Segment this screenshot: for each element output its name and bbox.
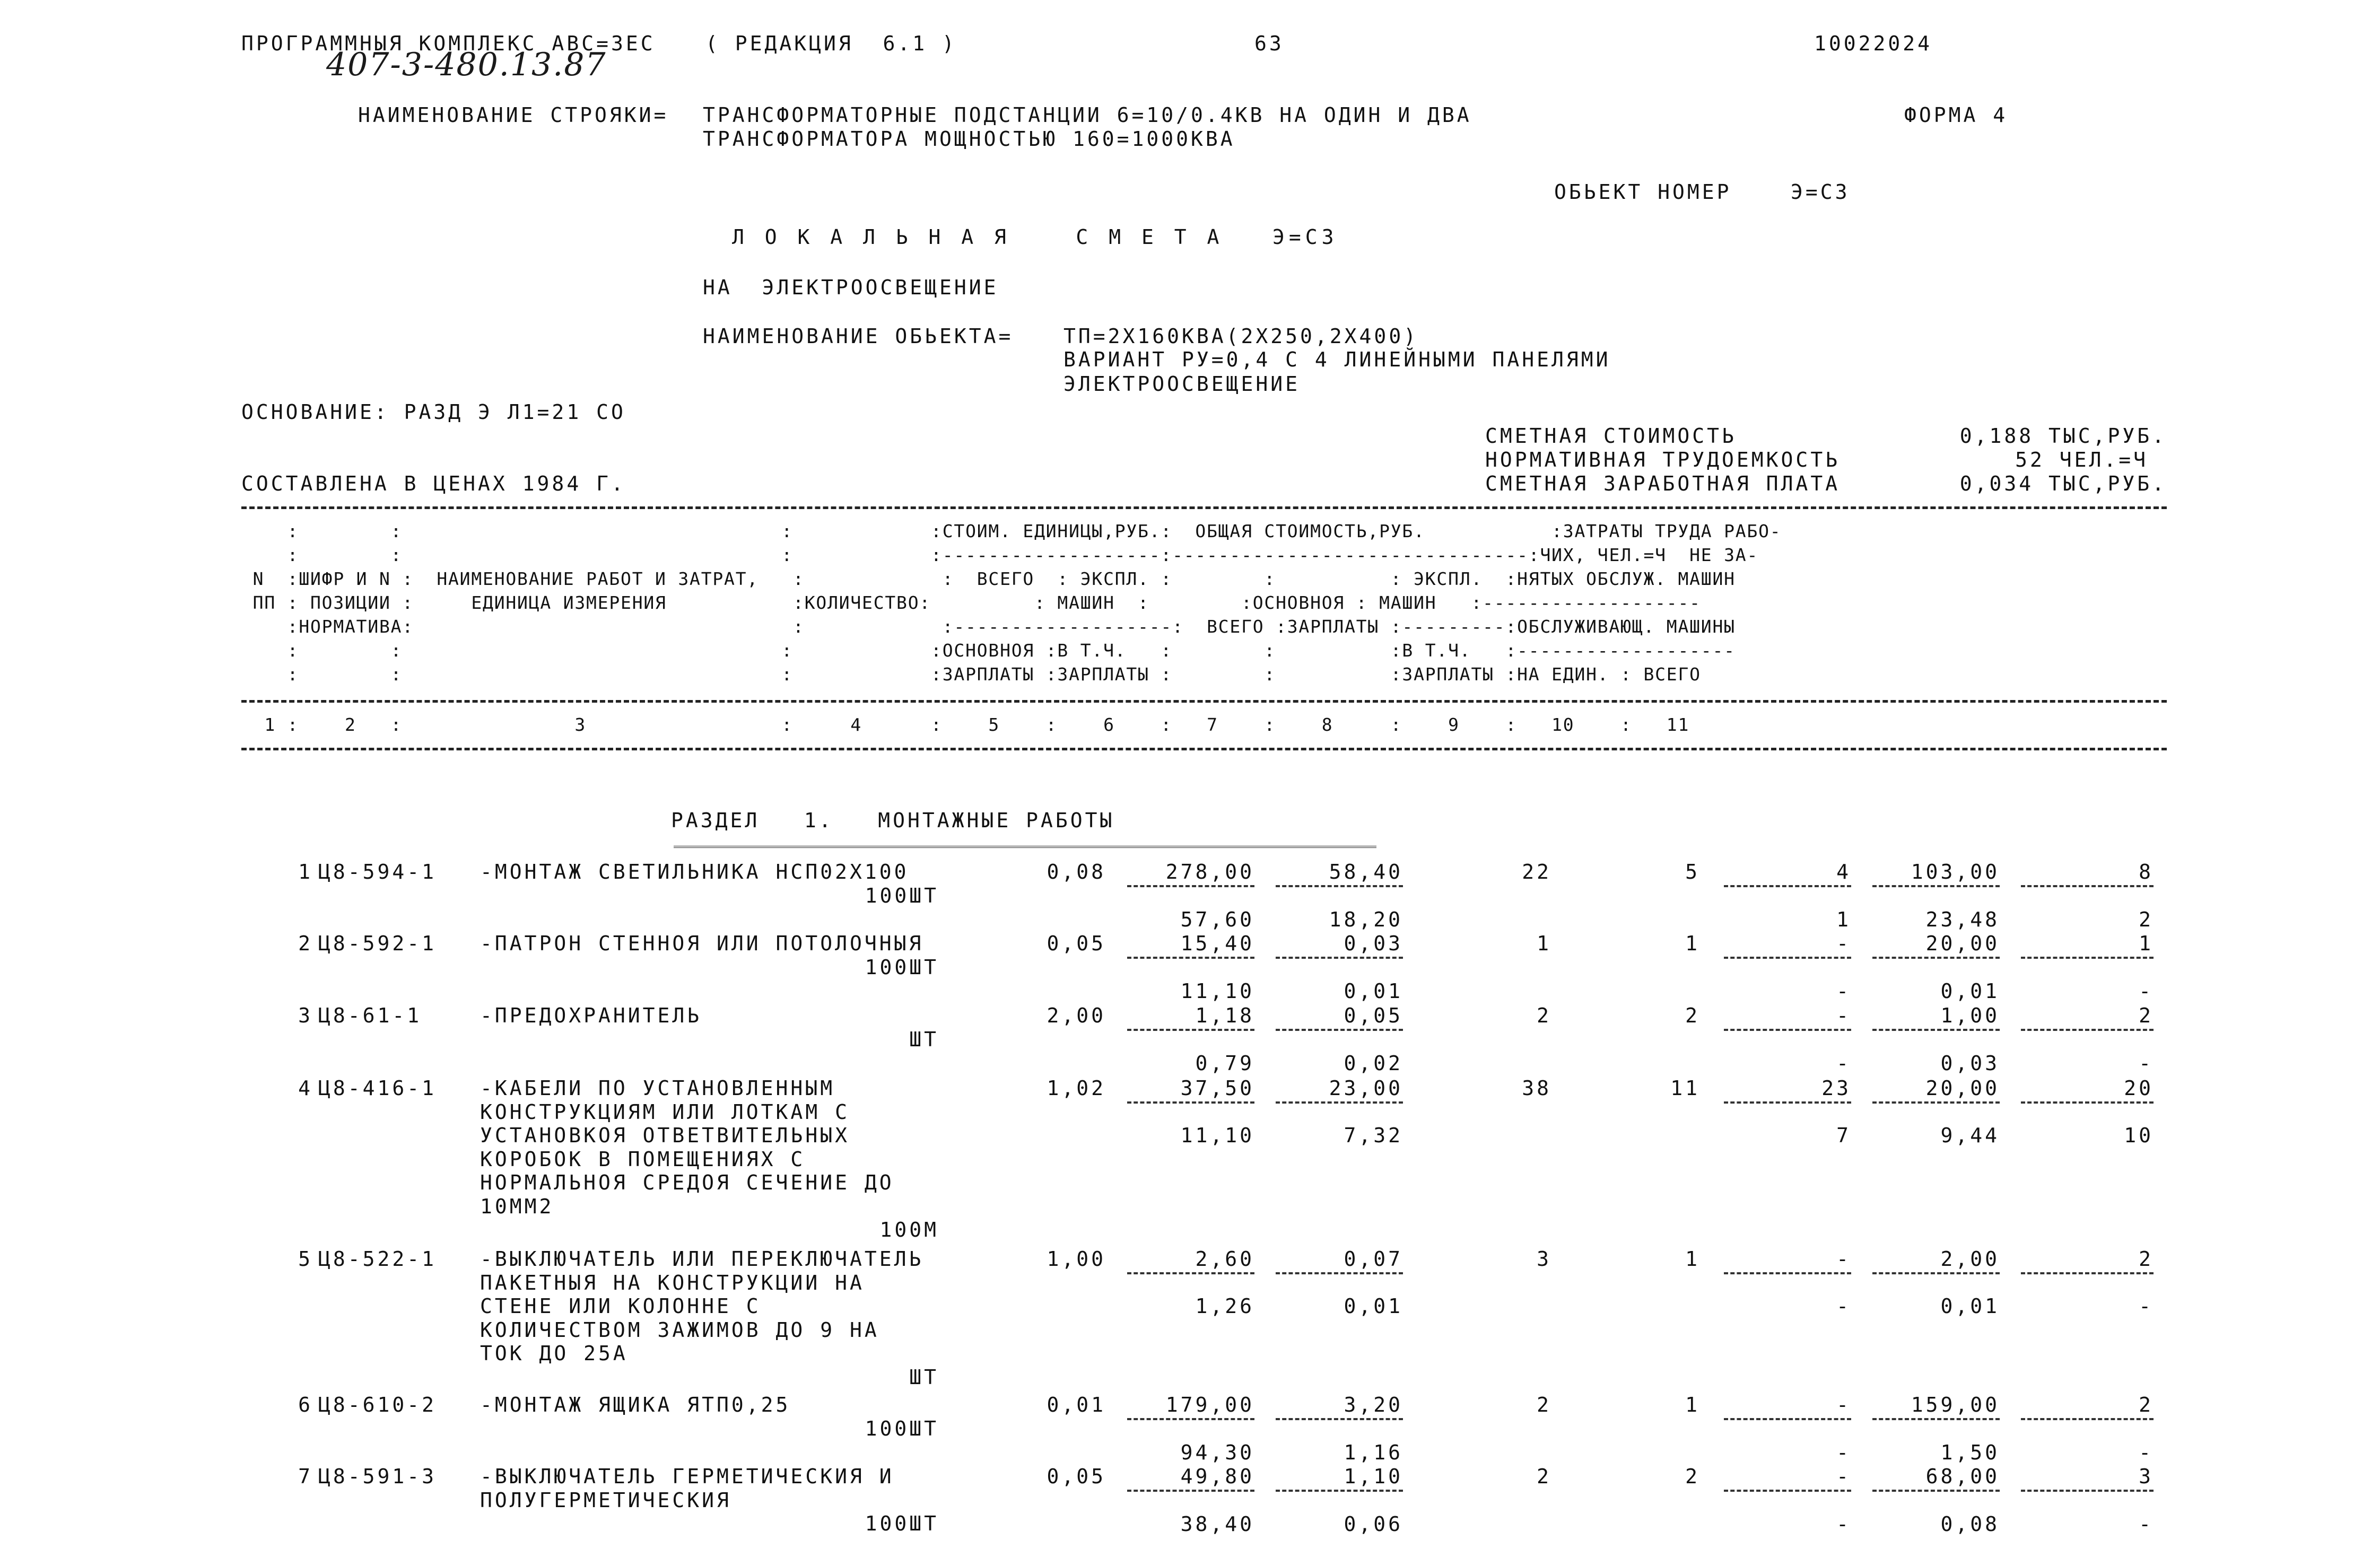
row-name-line: -КАБЕЛИ ПО УСТАНОВЛЕННЫМ — [480, 1077, 835, 1100]
row-unit: ШТ — [909, 1027, 939, 1051]
table-header-rule — [241, 700, 2167, 703]
basis-line: ОСНОВАНИЕ: РАЗД Э Л1=21 СО — [241, 400, 626, 424]
row-unit: 100М — [879, 1218, 939, 1241]
column-numbers: 1 : 2 : 3 : 4 : 5 : 6 : 7 : 8 : 9 : 10 : 11 — [241, 714, 1690, 735]
row-value-qty: 0,08 — [1047, 860, 1106, 883]
row-code: Ц8-522-1 — [318, 1247, 437, 1271]
row-divider — [2021, 957, 2154, 959]
row-value-c7: 3 — [1537, 1247, 1551, 1271]
row-subvalue-b10: 9,44 — [1940, 1124, 2000, 1147]
table-header-line: :НОРМАТИВА: : :-------------------: ВСЕГО :ЗАРПЛАТЫ :---------:ОБСЛУЖИВАЮЩ. МАШИНЫ — [241, 616, 1736, 637]
row-number: 1 — [298, 860, 313, 883]
document-code: 10022024 — [1814, 32, 1933, 55]
row-divider — [1724, 1490, 1851, 1492]
row-number: 7 — [298, 1465, 313, 1488]
row-name-line: -МОНТАЖ ЯЩИКА ЯТП0,25 — [480, 1393, 791, 1416]
row-value-c7: 1 — [1537, 932, 1551, 955]
row-name-line: ТОК ДО 25А — [480, 1342, 628, 1365]
row-name-line: СТЕНЕ ИЛИ КОЛОННЕ С — [480, 1294, 761, 1318]
row-value-c6: 0,05 — [1344, 1004, 1403, 1027]
row-value-c9: 23 — [1821, 1077, 1851, 1100]
estimate-title: Л О К А Л Ь Н А Я С М Е Т А Э=С3 — [732, 225, 1338, 249]
section-underline — [674, 846, 1376, 848]
table-header-line: N :ШИФР И N : НАИМЕНОВАНИЕ РАБОТ И ЗАТРАТ, : : ВСЕГО : ЭКСПЛ. : : : ЭКСПЛ. :НЯТЫХ ОБСЛУЖ. МАШИН — [241, 568, 1736, 589]
row-subvalue-b11: - — [2139, 1052, 2154, 1075]
row-value-qty: 0,05 — [1047, 1465, 1106, 1488]
row-divider — [1724, 1029, 1851, 1031]
row-divider — [2021, 1029, 2154, 1031]
row-subvalue-b6: 1,16 — [1344, 1441, 1403, 1464]
row-divider — [1276, 885, 1403, 887]
section-title: РАЗДЕЛ 1. МОНТАЖНЫЕ РАБОТЫ — [671, 809, 1115, 832]
row-value-c10: 159,00 — [1911, 1393, 2000, 1416]
table-header-line: : : : :СТОИМ. ЕДИНИЦЫ,РУБ.: ОБЩАЯ СТОИМОСТЬ,РУБ. :ЗАТРАТЫ ТРУДА РАБО- — [241, 521, 1782, 541]
row-subvalue-b9: 7 — [1836, 1124, 1851, 1147]
row-subvalue-b5: 11,10 — [1180, 979, 1254, 1003]
row-number: 4 — [298, 1077, 313, 1100]
row-divider — [1127, 1490, 1254, 1492]
row-subvalue-b9: 1 — [1836, 908, 1851, 931]
row-subvalue-b5: 0,79 — [1195, 1052, 1254, 1075]
row-name-line: -МОНТАЖ СВЕТИЛЬНИКА НСП02Х100 — [480, 860, 909, 883]
row-subvalue-b11: - — [2139, 1512, 2154, 1536]
table-header-line: : : : :ЗАРПЛАТЫ :ЗАРПЛАТЫ : : :ЗАРПЛАТЫ :НА ЕДИН. : ВСЕГО — [241, 664, 1701, 685]
row-number: 5 — [298, 1247, 313, 1271]
row-divider — [1276, 957, 1403, 959]
row-subvalue-b6: 0,01 — [1344, 1294, 1403, 1318]
row-divider — [1872, 1490, 2000, 1492]
row-value-c9: 4 — [1836, 860, 1851, 883]
row-divider — [2021, 1101, 2154, 1104]
row-divider — [1276, 1490, 1403, 1492]
row-divider — [1276, 1272, 1403, 1274]
row-divider — [2021, 1490, 2154, 1492]
row-unit: 100ШТ — [865, 1512, 939, 1535]
row-value-qty: 2,00 — [1047, 1004, 1106, 1027]
row-value-c5: 2,60 — [1195, 1247, 1254, 1271]
row-divider — [1872, 1418, 2000, 1420]
row-divider — [1872, 1272, 2000, 1274]
table-header-line: : : : :ОСНОВНОЯ :В Т.Ч. : : :В Т.Ч. :------------------- — [241, 640, 1736, 661]
row-unit: 100ШТ — [865, 1416, 939, 1440]
object-name-line3: ЭЛЕКТРООСВЕЩЕНИЕ — [1063, 372, 1301, 396]
row-value-c11: 2 — [2139, 1247, 2154, 1271]
table-top-rule — [241, 506, 2167, 509]
row-subvalue-b9: - — [1836, 1052, 1851, 1075]
row-value-c10: 68,00 — [1925, 1465, 2000, 1488]
program-name: ПРОГРАММНЫЯ КОМПЛЕКС АВС=ЗЕС — [241, 32, 656, 55]
row-value-c9: - — [1836, 1393, 1851, 1416]
row-value-c6: 0,03 — [1344, 932, 1403, 955]
row-value-c5: 179,00 — [1165, 1393, 1254, 1416]
column-numbers-rule — [241, 748, 2167, 750]
row-number: 6 — [298, 1393, 313, 1416]
prices-year-line: СОСТАВЛЕНА В ЦЕНАХ 1984 Г. — [241, 472, 626, 495]
row-number: 3 — [298, 1004, 313, 1027]
row-subvalue-b10: 0,08 — [1940, 1512, 2000, 1536]
row-subvalue-b9: - — [1836, 1512, 1851, 1536]
row-name-line: ПОЛУГЕРМЕТИЧЕСКИЯ — [480, 1488, 731, 1512]
row-subvalue-b11: - — [2139, 1441, 2154, 1464]
row-value-c7: 2 — [1537, 1393, 1551, 1416]
row-subvalue-b5: 1,26 — [1195, 1294, 1254, 1318]
row-value-qty: 0,05 — [1047, 932, 1106, 955]
row-divider — [1872, 1029, 2000, 1031]
row-divider — [1724, 1418, 1851, 1420]
row-divider — [1872, 885, 2000, 887]
construction-name-line1: ТРАНСФОРМАТОРНЫЕ ПОДСТАНЦИИ 6=10/0.4КВ НА ОДИН И ДВА — [703, 103, 1472, 127]
row-value-c9: - — [1836, 1004, 1851, 1027]
row-subvalue-b11: - — [2139, 979, 2154, 1003]
row-name-line: КОЛИЧЕСТВОМ ЗАЖИМОВ ДО 9 НА — [480, 1318, 879, 1342]
row-value-c11: 8 — [2139, 860, 2154, 883]
row-value-c8: 11 — [1670, 1077, 1700, 1100]
object-name-line1: ТП=2Х160КВА(2Х250,2Х400) — [1063, 325, 1419, 348]
summary-value-cost: 0,188 ТЫС,РУБ. — [1959, 424, 2167, 448]
row-value-c10: 1,00 — [1940, 1004, 2000, 1027]
row-value-c11: 2 — [2139, 1004, 2154, 1027]
row-divider — [1127, 957, 1254, 959]
row-unit: 100ШТ — [865, 883, 939, 907]
table-header-line: ПП : ПОЗИЦИИ : ЕДИНИЦА ИЗМЕРЕНИЯ :КОЛИЧЕСТВО: : МАШИН : :ОСНОВНОЯ : МАШИН :------------------- — [241, 592, 1701, 613]
row-name-line: КОРОБОК В ПОМЕЩЕНИЯХ С — [480, 1147, 806, 1171]
row-divider — [2021, 1272, 2154, 1274]
row-value-c9: - — [1836, 932, 1851, 955]
row-value-c5: 278,00 — [1165, 860, 1254, 883]
page-number: 63 — [1254, 32, 1284, 55]
row-value-c10: 2,00 — [1940, 1247, 2000, 1271]
row-subvalue-b10: 1,50 — [1940, 1441, 2000, 1464]
row-subvalue-b6: 18,20 — [1329, 908, 1403, 931]
row-divider — [1127, 1418, 1254, 1420]
row-value-c9: - — [1836, 1465, 1851, 1488]
row-divider — [1276, 1101, 1403, 1104]
row-subvalue-b10: 0,03 — [1940, 1052, 2000, 1075]
row-value-c8: 2 — [1685, 1465, 1700, 1488]
row-subvalue-b10: 0,01 — [1940, 979, 2000, 1003]
row-subvalue-b6: 0,06 — [1344, 1512, 1403, 1536]
row-value-c10: 103,00 — [1911, 860, 2000, 883]
row-value-c5: 49,80 — [1180, 1465, 1254, 1488]
row-divider — [1127, 885, 1254, 887]
row-value-c5: 37,50 — [1180, 1077, 1254, 1100]
row-subvalue-b11: 2 — [2139, 908, 2154, 931]
summary-value-labor: 52 ЧЕЛ.=Ч — [2015, 448, 2148, 471]
row-divider — [1127, 1029, 1254, 1031]
row-value-qty: 1,02 — [1047, 1077, 1106, 1100]
row-subvalue-b6: 7,32 — [1344, 1124, 1403, 1147]
row-divider — [1127, 1101, 1254, 1104]
row-divider — [1127, 1272, 1254, 1274]
row-code: Ц8-416-1 — [318, 1077, 437, 1100]
row-value-c7: 38 — [1522, 1077, 1551, 1100]
summary-label-labor: НОРМАТИВНАЯ ТРУДОЕМКОСТЬ — [1485, 448, 1841, 471]
summary-value-wages: 0,034 ТЫС,РУБ. — [1959, 472, 2167, 495]
row-divider — [1724, 1101, 1851, 1104]
row-name-line: 10ММ2 — [480, 1194, 554, 1218]
row-code: Ц8-591-3 — [318, 1465, 437, 1488]
row-name-line: УСТАНОВКОЯ ОТВЕТВИТЕЛЬНЫХ — [480, 1124, 850, 1147]
row-value-c11: 3 — [2139, 1465, 2154, 1488]
edition-label: ( РЕДАКЦИЯ 6.1 ) — [705, 32, 957, 55]
row-value-c7: 2 — [1537, 1465, 1551, 1488]
row-value-c6: 58,40 — [1329, 860, 1403, 883]
row-subvalue-b5: 57,60 — [1180, 908, 1254, 931]
row-subvalue-b10: 0,01 — [1940, 1294, 2000, 1318]
row-name-line: -ВЫКЛЮЧАТЕЛЬ ИЛИ ПЕРЕКЛЮЧАТЕЛЬ — [480, 1247, 924, 1271]
row-value-c8: 1 — [1685, 932, 1700, 955]
row-name-line: КОНСТРУКЦИЯМ ИЛИ ЛОТКАМ С — [480, 1100, 850, 1124]
row-value-c5: 15,40 — [1180, 932, 1254, 955]
construction-name-line2: ТРАНСФОРМАТОРА МОЩНОСТЬЮ 160=1000КВА — [703, 127, 1235, 151]
row-subvalue-b5: 38,40 — [1180, 1512, 1254, 1536]
row-value-c7: 22 — [1522, 860, 1551, 883]
row-value-c10: 20,00 — [1925, 932, 2000, 955]
row-subvalue-b11: - — [2139, 1294, 2154, 1318]
row-value-c7: 2 — [1537, 1004, 1551, 1027]
row-divider — [1724, 1272, 1851, 1274]
object-name-line2: ВАРИАНТ РУ=0,4 С 4 ЛИНЕЙНЫМИ ПАНЕЛЯМИ — [1063, 348, 1611, 371]
row-value-c6: 23,00 — [1329, 1077, 1403, 1100]
row-name-line: -ПАТРОН СТЕННОЯ ИЛИ ПОТОЛОЧНЫЯ — [480, 932, 924, 955]
row-value-c6: 1,10 — [1344, 1465, 1403, 1488]
row-subvalue-b9: - — [1836, 979, 1851, 1003]
row-unit: ШТ — [909, 1365, 939, 1389]
estimate-subject: НА ЭЛЕКТРООСВЕЩЕНИЕ — [703, 276, 999, 299]
row-value-c11: 1 — [2139, 932, 2154, 955]
row-divider — [1724, 885, 1851, 887]
row-value-c8: 2 — [1685, 1004, 1700, 1027]
row-value-qty: 1,00 — [1047, 1247, 1106, 1271]
row-divider — [2021, 1418, 2154, 1420]
object-label: НАИМЕНОВАНИЕ ОБЬЕКТА= — [703, 325, 1014, 348]
row-subvalue-b9: - — [1836, 1294, 1851, 1318]
row-value-c11: 2 — [2139, 1393, 2154, 1416]
row-divider — [2021, 885, 2154, 887]
summary-label-cost: СМЕТНАЯ СТОИМОСТЬ — [1485, 424, 1737, 448]
row-subvalue-b11: 10 — [2124, 1124, 2154, 1147]
row-name-line: -ПРЕДОХРАНИТЕЛЬ — [480, 1004, 702, 1027]
row-divider — [1276, 1418, 1403, 1420]
row-divider — [1276, 1029, 1403, 1031]
row-code: Ц8-61-1 — [318, 1004, 422, 1027]
construction-label: НАИМЕНОВАНИЕ СТРОЯКИ= — [358, 103, 669, 127]
table-header-line: : : : :-------------------:-------------------------------:ЧИХ, ЧЕЛ.=Ч НЕ ЗА- — [241, 545, 1759, 565]
row-value-c8: 5 — [1685, 860, 1700, 883]
row-divider — [1872, 957, 2000, 959]
row-name-line: -ВЫКЛЮЧАТЕЛЬ ГЕРМЕТИЧЕСКИЯ И — [480, 1465, 894, 1488]
row-subvalue-b5: 11,10 — [1180, 1124, 1254, 1147]
row-code: Ц8-592-1 — [318, 932, 437, 955]
row-subvalue-b9: - — [1836, 1441, 1851, 1464]
form-label: ФОРМА 4 — [1904, 103, 2008, 127]
row-value-c8: 1 — [1685, 1393, 1700, 1416]
row-divider — [1872, 1101, 2000, 1104]
row-code: Ц8-610-2 — [318, 1393, 437, 1416]
row-code: Ц8-594-1 — [318, 860, 437, 883]
row-value-c9: - — [1836, 1247, 1851, 1271]
object-number: ОБЬЕКТ НОМЕР Э=С3 — [1554, 180, 1850, 204]
row-value-c10: 20,00 — [1925, 1077, 2000, 1100]
row-subvalue-b6: 0,02 — [1344, 1052, 1403, 1075]
row-subvalue-b10: 23,48 — [1925, 908, 2000, 931]
row-name-line: НОРМАЛЬНОЯ СРЕДОЯ СЕЧЕНИЕ ДО — [480, 1171, 894, 1194]
row-value-c6: 3,20 — [1344, 1393, 1403, 1416]
row-subvalue-b6: 0,01 — [1344, 979, 1403, 1003]
handwritten-project-number: 407-3-480.13.87 — [326, 46, 607, 83]
row-value-c8: 1 — [1685, 1247, 1700, 1271]
row-unit: 100ШТ — [865, 955, 939, 979]
row-divider — [1724, 957, 1851, 959]
row-value-qty: 0,01 — [1047, 1393, 1106, 1416]
row-value-c6: 0,07 — [1344, 1247, 1403, 1271]
row-name-line: ПАКЕТНЫЯ НА КОНСТРУКЦИИ НА — [480, 1271, 865, 1294]
row-subvalue-b5: 94,30 — [1180, 1441, 1254, 1464]
row-value-c5: 1,18 — [1195, 1004, 1254, 1027]
row-number: 2 — [298, 932, 313, 955]
row-value-c11: 20 — [2124, 1077, 2154, 1100]
summary-label-wages: СМЕТНАЯ ЗАРАБОТНАЯ ПЛАТА — [1485, 472, 1841, 495]
